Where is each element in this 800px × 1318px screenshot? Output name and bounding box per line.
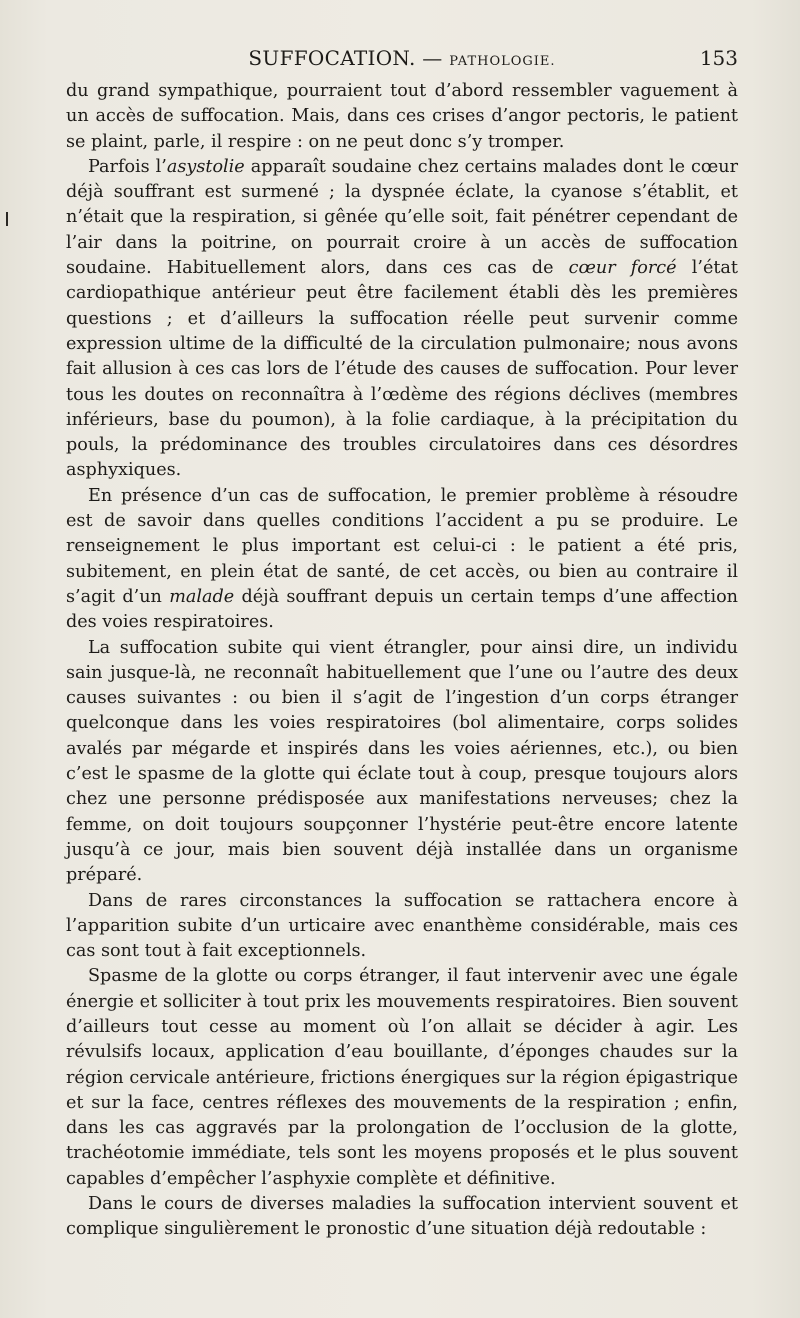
italic-text: cœur forcé [568,258,677,279]
paragraph [66,964,738,1192]
margin-mark [6,212,8,226]
paragraph-text: apparaît soudaine chez certains malades dont le cœur déjà souffrant est surmené ; la dyspnée éclate, la cyanose s’établit, et n’était que la respiration, si gênée qu’elle soit, fait pénétrer cependant de l’air dans la poitrine, on pourrait croire à un accès de suffocation soudaine. Habituellement alors, dans ces cas de [66,156,739,279]
paragraph-text: En présence d’un cas de suffocation, le premier problème à résoudre est de savoir dans quelles conditions l’accident a pu se produire. Le renseignement le plus important est celui-ci : le patient a été pris, subitement, en plein état de santé, de cet accès, ou bien au contraire il s’agit d’un [66,485,738,607]
paragraph-text: La suffocation subite qui vient étrangler, pour ainsi dire, un individu sain jusque-là, ne reconnaît habituellement que l’une ou l’autre des deux causes suivantes : ou bien il s’agit de l’ingestion d’un corps étranger quelconque dans les voies respiratoires (bol alimentaire, corps solides avalés par mégarde et inspirés dans les voies aériennes, etc.), ou bien c’est le spasme de la glotte qui éclate tout à coup, presque toujours alors chez une personne prédisposée aux manifestations nerveuses; chez la femme, on doit toujours soupçonner l’hystérie peut-être encore latente jusqu’à ce jour, mais bien souvent déjà installée dans un organisme préparé. [66,637,738,886]
paragraph [66,79,738,155]
paragraph [66,889,738,965]
paragraph-text: l’état cardiopathique antérieur peut être facilement établi dès les premières questions ; et d’ailleurs la suffocation réelle peut survenir comme expression ultime de la difficulté de la circulation pulmonaire; nous avons fait allusion à ces cas lors de l’étude des causes de suffocation. Pour lever tous les doutes on reconnaîtra à l’œdème des régions déclives (membres inférieurs, base du poumon), à la folie cardiaque, à la précipitation du pouls, la prédominance des troubles circulatoires dans ces désordres asphyxiques. [66,258,738,481]
running-title-section: PATHOLOGIE. [449,54,556,69]
paragraph [66,636,738,889]
paragraph-text: du grand sympathique, pourraient tout d’abord ressembler vaguement à un accès de suffocation. Mais, dans ces crises d’angor pectoris, le patient se plaint, parle, il respire : on ne peut donc s’y tromper. [66,81,738,152]
paragraph-text: Parfois l’ [88,156,167,177]
running-title-main: SUFFOCATION. — [248,46,450,70]
paragraph-text: déjà souffrant depuis un certain temps d’une affection des voies respiratoires. [66,586,738,633]
paragraph [66,1192,738,1243]
paragraph-text: Dans de rares circonstances la suffocation se rattachera encore à l’apparition subite d’un urticaire avec enanthème considérable, mais ces cas sont tout à fait exceptionnels. [66,890,738,962]
paragraph-text: Dans le cours de diverses maladies la suffocation intervient souvent et complique singulièrement le pronostic d’une situation déjà redoutable : [66,1194,738,1240]
running-header [66,44,738,74]
paragraph [66,155,738,484]
paragraph-text: Spasme de la glotte ou corps étranger, il faut intervenir avec une égale énergie et solliciter à tout prix les mouvements respiratoires. Bien souvent d’ailleurs tout cesse au moment où l’on allait se décider à agir. Les révulsifs locaux, application d’eau bouillante, d’éponges chaudes sur la région cervicale antérieure, frictions énergiques sur la région épigastrique et sur la face, centres réflexes des mouvements de la respiration ; enfin, dans les cas aggravés par la prolongation de l’occlusion de la glotte, trachéotomie immédiate, tels sont les moyens proposés et le plus souvent capables d’empêcher l’asphyxie complète et définitive. [66,966,738,1189]
paragraph [66,484,738,636]
italic-text: asystolie [166,156,245,177]
body-text [66,79,738,1243]
page-number: 153 [699,46,738,70]
running-title [66,46,738,70]
italic-text: malade [169,586,235,607]
